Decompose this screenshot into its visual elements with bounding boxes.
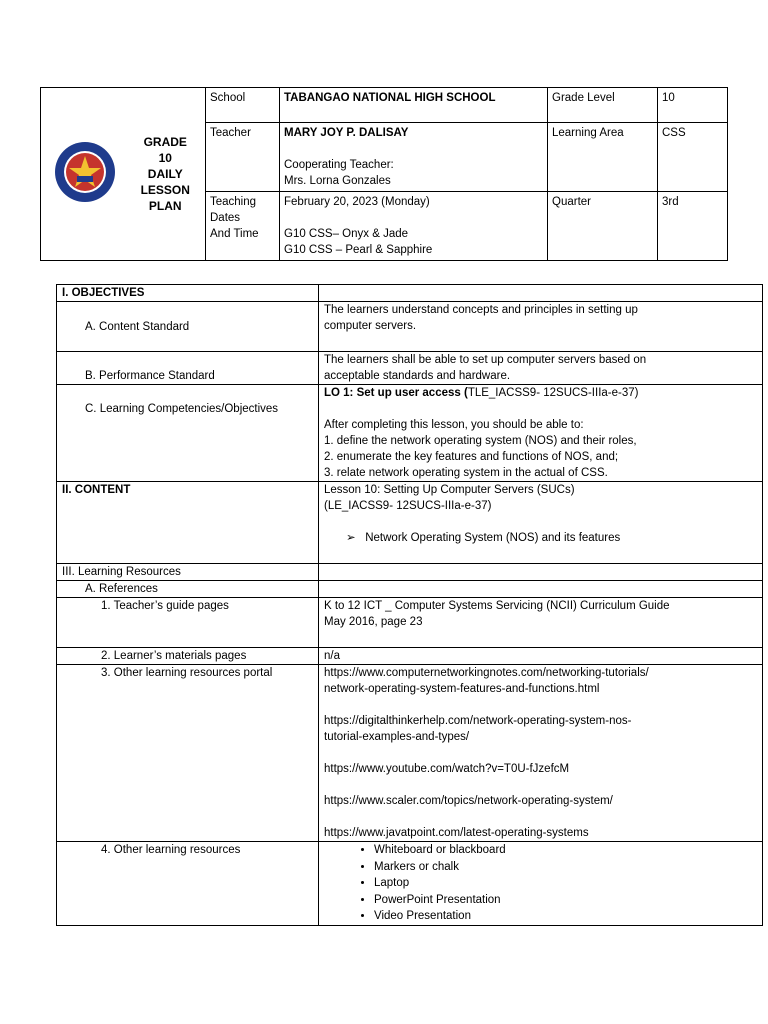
link-3[interactable]: https://www.youtube.com/watch?v=T0U-fJzefcM [324, 763, 570, 775]
other-resources-list [319, 842, 763, 926]
list-item: • Laptop [374, 875, 757, 892]
teachers-guide-label: 1. Teacher’s guide pages [57, 598, 319, 648]
link-2[interactable]: https://digitalthinkerhelp.com/network-operating-system-nos- tutorial-examples-and-types/ [324, 715, 632, 743]
competencies-value: LO 1: Set up user access (TLE_IACSS9- 12SUCS-IIIa-e-37) After completing this lesson, you should be able to: 1. define the network operating system (NOS) and their roles, 2. enumerate the key features and functions of NOS, and; 3. relate network operating system in the actual of CSS. [319, 385, 763, 482]
learning-area-label: Learning Area [548, 123, 658, 192]
quarter-value: 3rd [658, 192, 728, 261]
teacher-label: Teacher [206, 123, 280, 192]
content-value: Lesson 10: Setting Up Computer Servers (SUCs) (LE_IACSS9- 12SUCS-IIIa-e-37) ➢ Network Operating System (NOS) and its features [319, 482, 763, 564]
learning-area-value: CSS [658, 123, 728, 192]
content-heading: II. CONTENT [57, 482, 319, 564]
list-item: • Video Presentation [374, 908, 757, 925]
performance-standard-label: B. Performance Standard [57, 352, 319, 385]
dates-label: Teaching Dates And Time [206, 192, 280, 261]
link-5[interactable]: https://www.javatpoint.com/latest-operating-systems [324, 827, 589, 839]
competencies-label: C. Learning Competencies/Objectives [57, 385, 319, 482]
cooperating-value: Mrs. Lorna Gonzales [284, 175, 391, 187]
section-1: G10 CSS– Onyx & Jade [284, 228, 409, 240]
lesson-table [56, 284, 763, 926]
teachers-guide-value: K to 12 ICT _ Computer Systems Servicing (NCII) Curriculum Guide May 2016, page 23 [319, 598, 763, 648]
section-2: G10 CSS – Pearl & Sapphire [284, 244, 433, 256]
teacher-cell [280, 123, 548, 192]
arrow-bullet-icon: ➢ [346, 532, 356, 544]
school-value: TABANGAO NATIONAL HIGH SCHOOL [280, 88, 548, 123]
other-resources-label: 4. Other learning resources [57, 842, 319, 926]
cooperating-label: Cooperating Teacher: [284, 159, 394, 171]
learners-value: n/a [319, 648, 763, 665]
dates-value: February 20, 2023 (Monday) [284, 196, 430, 208]
portal-label: 3. Other learning resources portal [57, 665, 319, 842]
learners-label: 2. Learner’s materials pages [57, 648, 319, 665]
resources-heading: III. Learning Resources [57, 564, 319, 581]
list-item: • Whiteboard or blackboard [374, 842, 757, 859]
teacher-value: MARY JOY P. DALISAY [284, 127, 409, 139]
grade-level-value: 10 [658, 88, 728, 123]
objectives-heading: I. OBJECTIVES [57, 285, 319, 302]
school-label: School [206, 88, 280, 123]
header-table [40, 87, 728, 261]
quarter-label: Quarter [548, 192, 658, 261]
dates-cell [280, 192, 548, 261]
link-1[interactable]: https://www.computernetworkingnotes.com/networking-tutorials/ network-operating-system-features-and-functions.html [324, 667, 649, 695]
portal-links [319, 665, 763, 842]
content-standard-label: A. Content Standard [57, 302, 319, 352]
performance-standard-value: The learners shall be able to set up computer servers based on acceptable standards and hardware. [319, 352, 763, 385]
deped-seal-logo [41, 88, 126, 261]
grade-title: GRADE 10 DAILY LESSON PLAN [126, 88, 206, 261]
content-standard-value: The learners understand concepts and principles in setting up computer servers. [319, 302, 763, 352]
grade-level-label: Grade Level [548, 88, 658, 123]
references-label: A. References [57, 581, 319, 598]
seal-icon [53, 140, 117, 204]
list-item: • PowerPoint Presentation [374, 892, 757, 909]
list-item: • Markers or chalk [374, 859, 757, 876]
link-4[interactable]: https://www.scaler.com/topics/network-operating-system/ [324, 795, 613, 807]
